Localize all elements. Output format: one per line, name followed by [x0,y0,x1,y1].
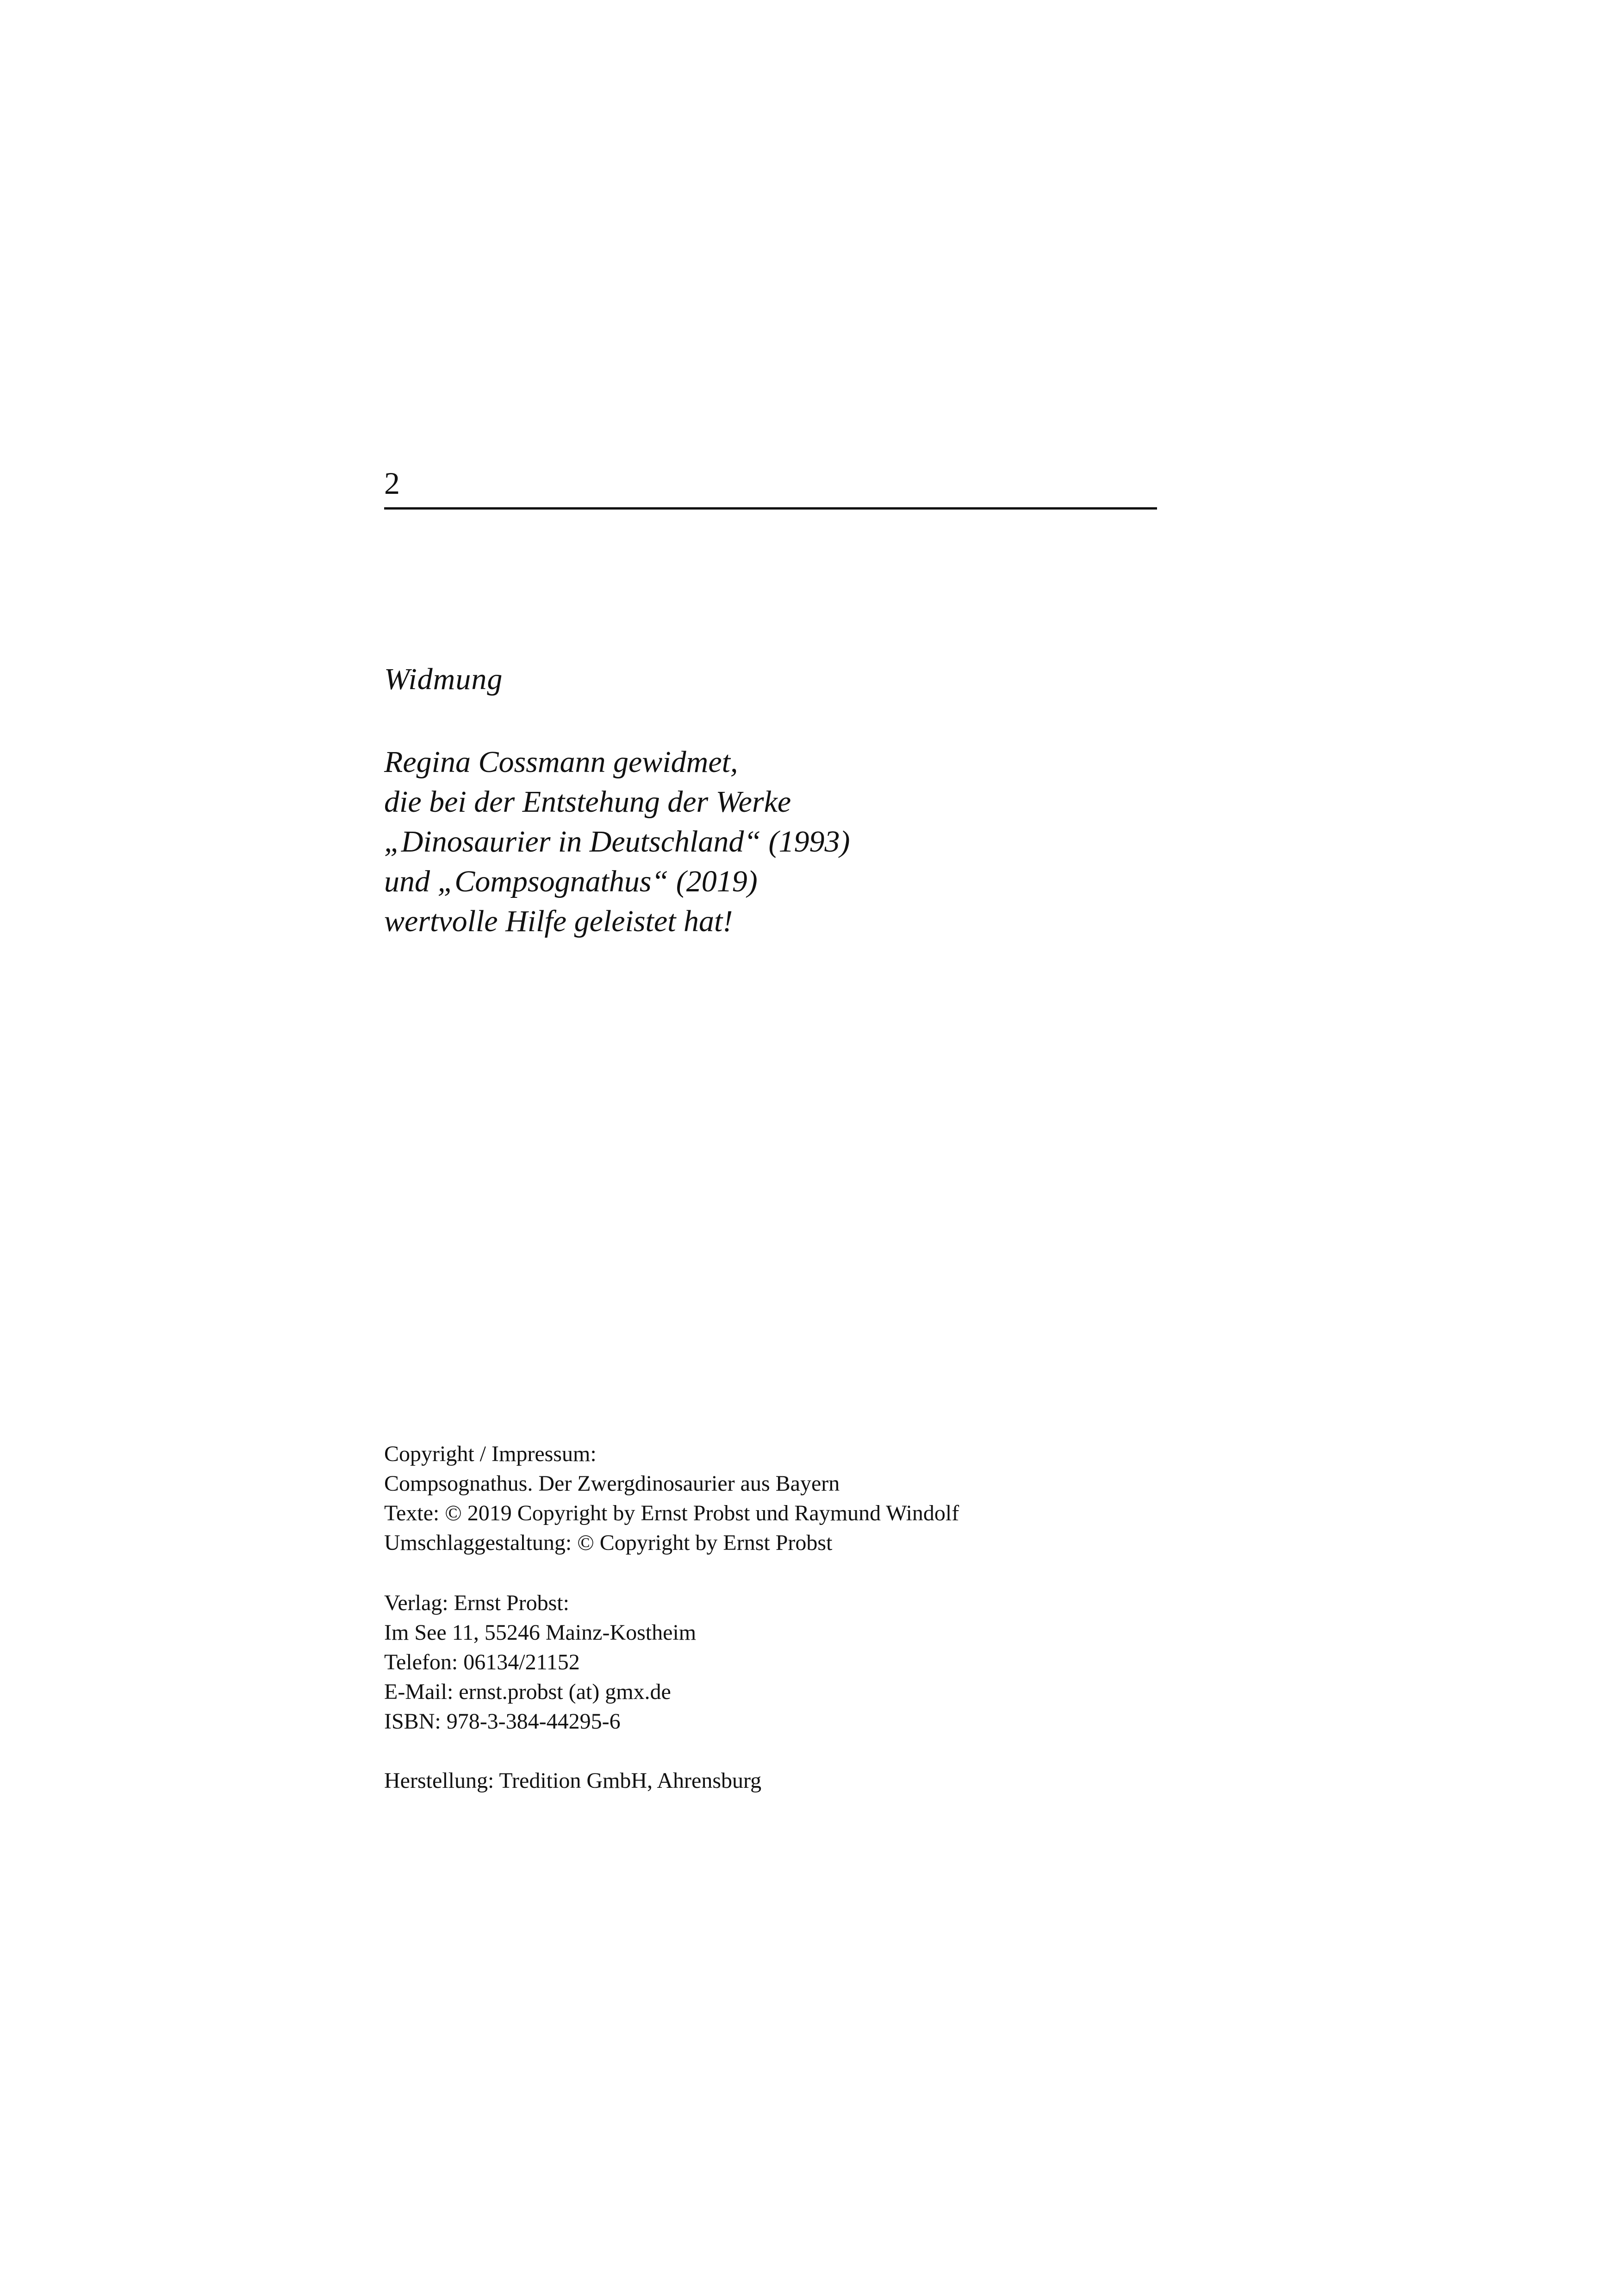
book-title: Compsognathus. Der Zwergdinosaurier aus Bayern [384,1471,840,1496]
text-copyright: Texte: © 2019 Copyright by Ernst Probst und Raymund Windolf [384,1501,959,1525]
cover-copyright: Umschlaggestaltung: © Copyright by Ernst Probst [384,1531,833,1555]
dedication-heading: Widmung [384,662,503,696]
publisher-phone: Telefon: 06134/21152 [384,1650,580,1674]
dedication-line: und „Compsognathus“ (2019) [384,865,758,898]
dedication-text [384,742,850,941]
imprint-production-block [384,1766,761,1796]
imprint-publisher-block [384,1588,696,1736]
isbn: ISBN: 978-3-384-44295-6 [384,1709,621,1734]
imprint-heading: Copyright / Impressum: [384,1442,597,1466]
page-number: 2 [384,466,400,501]
production-info: Herstellung: Tredition GmbH, Ahrensburg [384,1768,762,1793]
header-rule [384,507,1157,510]
dedication-line: „Dinosaurier in Deutschland“ (1993) [384,825,850,859]
publisher-address: Im See 11, 55246 Mainz-Kostheim [384,1620,697,1645]
imprint-copyright-block [384,1439,959,1558]
dedication-line: die bei der Entstehung der Werke [384,785,791,819]
publisher-name: Verlag: Ernst Probst: [384,1591,569,1615]
dedication-line: Regina Cossmann gewidmet, [384,745,738,779]
publisher-email: E-Mail: ernst.probst (at) gmx.de [384,1680,671,1704]
dedication-line: wertvolle Hilfe geleistet hat! [384,904,733,938]
